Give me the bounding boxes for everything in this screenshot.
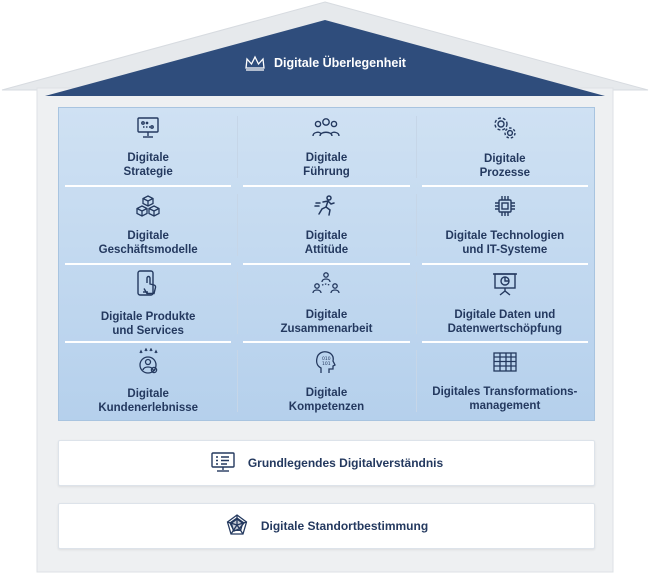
- grid-cell-label: Digitale Geschäftsmodelle: [98, 229, 198, 256]
- svg-text:101: 101: [322, 361, 332, 367]
- radar-chart-icon: [225, 513, 249, 540]
- strategy-monitor-icon: [135, 116, 161, 145]
- presentation-chart-icon: [492, 271, 518, 302]
- foundation-bar-digitalverstaendnis: [58, 440, 595, 486]
- grid-cell-kompetenzen: [237, 342, 415, 420]
- runner-icon: [314, 194, 338, 223]
- foundation-label: Grundlegendes Digitalverständnis: [247, 456, 444, 470]
- grid-cell-geschaeftsmodelle: [59, 186, 237, 264]
- grid-cell-label: Digitale Attitüde: [304, 229, 349, 256]
- grid-cell-label: Digitale Kompetenzen: [288, 386, 365, 413]
- roof-title: [0, 50, 650, 76]
- grid-cell-kundenerlebnisse: [59, 342, 237, 420]
- roof-title-text: Digitale Überlegenheit: [274, 56, 406, 70]
- table-grid-icon: [492, 350, 518, 379]
- team-icon: [311, 116, 341, 145]
- grid-cell-prozesse: [416, 108, 594, 186]
- grid-cell-zusammenarbeit: [237, 264, 415, 342]
- cubes-icon: [135, 194, 161, 223]
- grid-cell-label: Digitale Kundenerlebnisse: [98, 387, 199, 414]
- capability-grid: [58, 107, 595, 421]
- monitor-checklist-icon: [210, 450, 236, 477]
- grid-cell-daten: [416, 264, 594, 342]
- crown-icon: [244, 55, 266, 71]
- grid-cell-label: Digitale Strategie: [123, 151, 173, 178]
- grid-cell-label: Digitale Produkte und Services: [100, 310, 196, 337]
- grid-cell-label: Digitale Technologien und IT-Systeme: [445, 229, 565, 256]
- grid-cell-label: Digitale Führung: [303, 151, 350, 178]
- customer-rating-icon: [134, 348, 162, 381]
- grid-cell-transformationsmanagement: [416, 342, 594, 420]
- touch-phone-icon: [135, 269, 161, 304]
- svg-text:010: 010: [322, 356, 332, 362]
- grid-cell-label: Digitale Daten und Datenwertschöpfung: [447, 308, 562, 335]
- grid-cell-label: Digitale Prozesse: [479, 152, 531, 179]
- chip-icon: [493, 194, 517, 223]
- grid-cell-technologien: [416, 186, 594, 264]
- grid-cell-label: Digitale Zusammenarbeit: [280, 308, 373, 335]
- grid-cell-produkte: [59, 264, 237, 342]
- grid-cell-attituede: [237, 186, 415, 264]
- collaboration-icon: [311, 271, 341, 302]
- gears-icon: [491, 115, 519, 146]
- grid-cell-strategie: [59, 108, 237, 186]
- foundation-bar-standortbestimmung: [58, 503, 595, 549]
- head-binary-icon: [314, 349, 338, 380]
- grid-cell-fuehrung: [237, 108, 415, 186]
- grid-cell-label: Digitales Transformations- management: [432, 385, 578, 412]
- foundation-label: Digitale Standortbestimmung: [260, 519, 429, 533]
